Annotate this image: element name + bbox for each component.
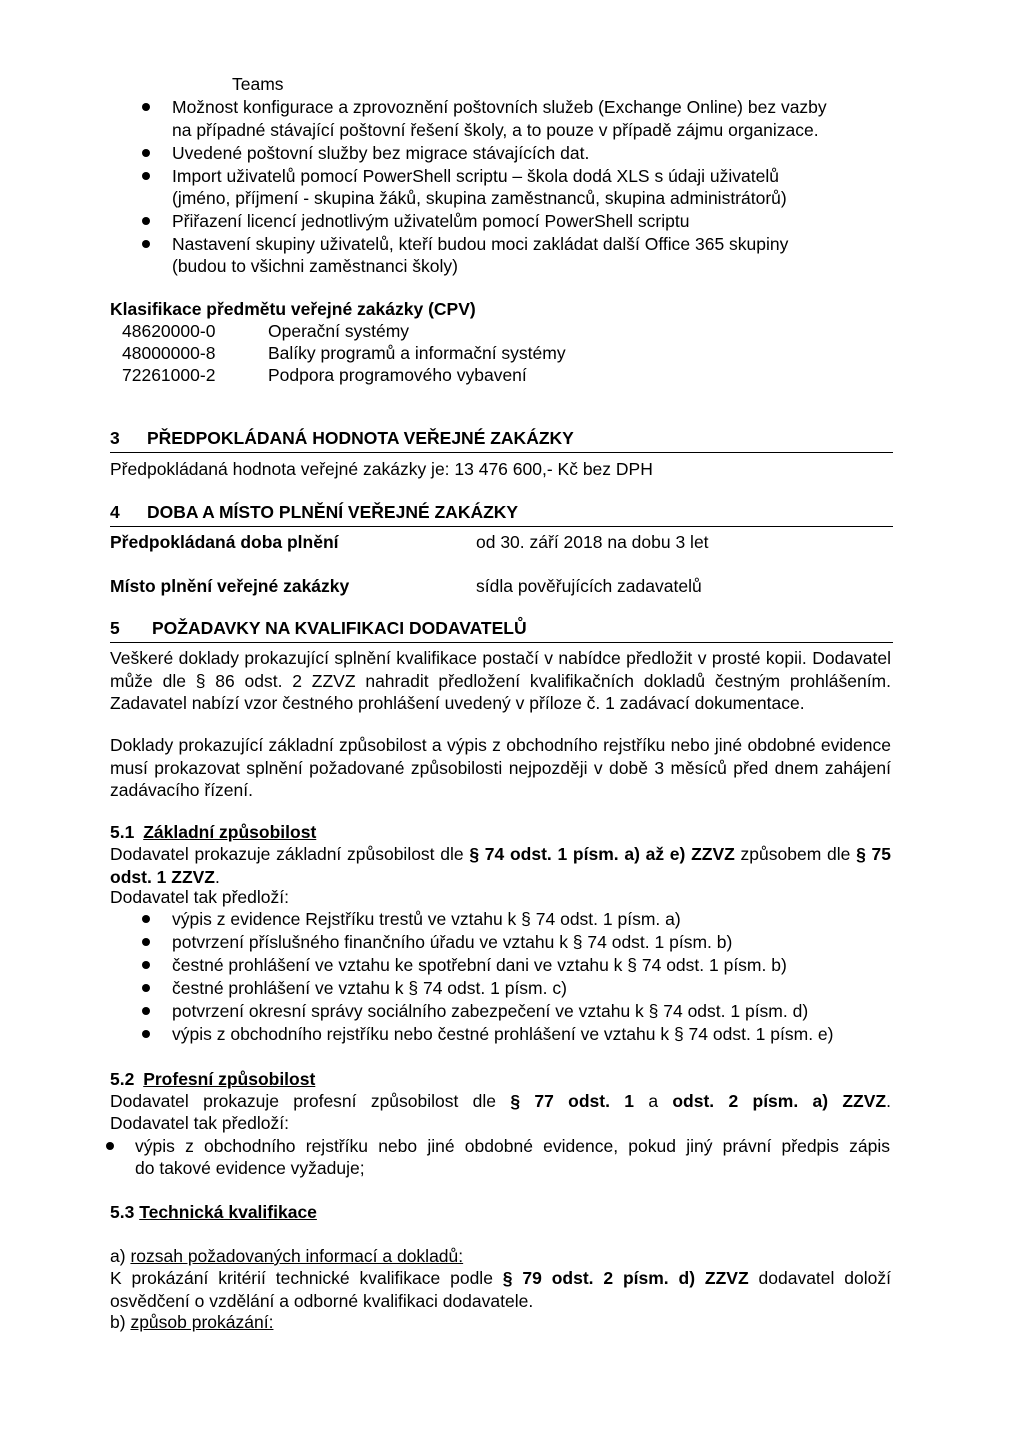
bullet-icon	[142, 172, 150, 180]
legal-reference: § 74 odst. 1 písm. a) až e) ZZVZ	[469, 844, 735, 864]
legal-reference: § 79 odst. 2 písm. d) ZZVZ	[502, 1268, 749, 1288]
section-5-1-bullet-2: potvrzení příslušného finančního úřadu ve vztahu k § 74 odst. 1 písm. b)	[172, 932, 733, 952]
section-5-1-bullet-4: čestné prohlášení ve vztahu k § 74 odst. 1 písm. c)	[172, 978, 567, 998]
teams-continuation: Teams	[232, 74, 284, 94]
duration-label: Předpokládaná doba plnění	[110, 532, 339, 552]
bullet-icon	[142, 240, 150, 248]
text-run: .	[886, 1091, 891, 1111]
text-run: a	[648, 1091, 659, 1111]
text-run: Dodavatel prokazuje profesní způsobilost dle	[110, 1091, 497, 1111]
cpv-code-1: 48620000-0	[122, 321, 216, 341]
section-5-2-lead: Dodavatel tak předloží:	[110, 1113, 289, 1133]
section-5-1-lead: Dodavatel tak předloží:	[110, 887, 289, 907]
section-5-2-paragraph	[110, 1090, 891, 1113]
text-run: .	[215, 866, 220, 887]
section-3-heading	[110, 427, 893, 453]
bullet-icon	[142, 1007, 150, 1015]
place-value: sídla pověřujících zadavatelů	[476, 576, 702, 596]
text-run: Dodavatel prokazuje základní způsobilost dle	[110, 844, 464, 864]
intro-bullet-1-line-1: Možnost konfigurace a zprovoznění poštovních služeb (Exchange Online) bez vazby	[172, 97, 827, 117]
cpv-title: Klasifikace předmětu veřejné zakázky (CPV)	[110, 299, 476, 319]
bullet-icon	[142, 1030, 150, 1038]
section-5-3-paragraph	[110, 1267, 891, 1312]
text-run: K prokázání kritérií technické kvalifikace podle	[110, 1268, 493, 1288]
bullet-icon	[106, 1142, 114, 1150]
intro-bullet-3-line-2: (jméno, příjmení - skupina žáků, skupina zaměstnanců, skupina administrátorů)	[172, 188, 787, 208]
section-5-2-heading	[110, 1068, 315, 1091]
intro-bullet-1-line-2: na případné stávající poštovní řešení školy, a to pouze v případě zájmu organizace.	[172, 120, 819, 140]
duration-value: od 30. září 2018 na dobu 3 let	[476, 532, 709, 552]
section-5-heading	[110, 617, 893, 643]
intro-bullet-2: Uvedené poštovní služby bez migrace stávajících dat.	[172, 143, 590, 163]
section-5-3-heading	[110, 1201, 317, 1224]
section-5-2-bullet-line-1: výpis z obchodního rejstříku nebo jiné obdobné evidence, pokud jiný právní předpis zápis	[135, 1136, 890, 1156]
section-5-1-bullet-6: výpis z obchodního rejstříku nebo čestné prohlášení ve vztahu k § 74 odst. 1 písm. e)	[172, 1024, 834, 1044]
section-5-1-heading	[110, 821, 316, 844]
intro-bullet-3-line-1: Import uživatelů pomocí PowerShell scriptu – škola dodá XLS s údaji uživatelů	[172, 166, 779, 186]
legal-reference: § 77 odst. 1	[510, 1091, 634, 1111]
bullet-icon	[142, 915, 150, 923]
section-4-title: DOBA A MÍSTO PLNĚNÍ VEŘEJNÉ ZAKÁZKY	[147, 502, 519, 522]
bullet-icon	[142, 938, 150, 946]
method-of-proof-item	[110, 1311, 273, 1334]
section-3-title: PŘEDPOKLÁDANÁ HODNOTA VEŘEJNÉ ZAKÁZKY	[147, 428, 574, 448]
bullet-icon	[142, 217, 150, 225]
bullet-icon	[142, 149, 150, 157]
legal-reference: odst. 2 písm. a) ZZVZ	[672, 1091, 887, 1111]
cpv-desc-1: Operační systémy	[268, 321, 410, 341]
section-5-1-bullet-5: potvrzení okresní správy sociálního zabezpečení ve vztahu k § 74 odst. 1 písm. d)	[172, 1001, 809, 1021]
qualification-paragraph-2: Doklady prokazující základní způsobilost a výpis z obchodního rejstříku nebo jiné obdobné evidence musí prokazovat splnění požadované způsobilosti nejpozději v době 3 měsíců před dnem zahájení zadávacího řízení.	[110, 735, 891, 800]
item-prefix: a)	[110, 1246, 126, 1266]
cpv-desc-2: Balíky programů a informační systémy	[268, 343, 566, 363]
intro-bullet-5-line-2: (budou to všichni zaměstnanci školy)	[172, 256, 458, 276]
section-5-number: 5	[110, 618, 120, 638]
section-4-heading	[110, 501, 893, 527]
section-5-2-title: Profesní způsobilost	[143, 1069, 316, 1089]
text-run: způsobem dle	[740, 844, 851, 864]
section-5-3-title: Technická kvalifikace	[139, 1202, 317, 1222]
cpv-code-2: 48000000-8	[122, 343, 216, 363]
section-4-number: 4	[110, 502, 120, 522]
section-5-1-number: 5.1	[110, 822, 135, 842]
place-label: Místo plnění veřejné zakázky	[110, 576, 350, 596]
text-run: dodavatel doloží osvědčení o vzdělání a odborné kvalifikaci dodavatele.	[110, 1268, 891, 1311]
section-5-1-bullet-1: výpis z evidence Rejstříku trestů ve vztahu k § 74 odst. 1 písm. a)	[172, 909, 681, 929]
section-5-3-number: 5.3	[110, 1202, 135, 1222]
section-5-1-paragraph	[110, 843, 891, 888]
section-5-1-title: Základní způsobilost	[143, 822, 317, 842]
section-5-1-bullet-3: čestné prohlášení ve vztahu ke spotřební dani ve vztahu k § 74 odst. 1 písm. b)	[172, 955, 787, 975]
intro-bullet-4: Přiřazení licencí jednotlivým uživatelům pomocí PowerShell scriptu	[172, 211, 690, 231]
scope-of-information-item	[110, 1245, 463, 1268]
method-of-proof-label: způsob prokázání:	[130, 1312, 274, 1332]
estimated-value-text: Předpokládaná hodnota veřejné zakázky je: 13 476 600,- Kč bez DPH	[110, 459, 653, 479]
section-3-number: 3	[110, 428, 120, 448]
section-5-2-bullet-line-2: do takové evidence vyžaduje;	[135, 1158, 365, 1178]
bullet-icon	[142, 103, 150, 111]
bullet-icon	[142, 984, 150, 992]
section-5-2-number: 5.2	[110, 1069, 135, 1089]
qualification-paragraph-1: Veškeré doklady prokazující splnění kvalifikace postačí v nabídce předložit v prosté kopii. Dodavatel může dle § 86 odst. 2 ZZVZ nahradit předložení kvalifikačních dokladů čestným prohlášením. Zadavatel nabízí vzor čestného prohlášení uvedený v příloze č. 1 zadávací dokumentace.	[110, 648, 891, 713]
item-prefix: b)	[110, 1312, 126, 1332]
section-5-title: POŽADAVKY NA KVALIFIKACI DODAVATELŮ	[152, 618, 527, 638]
cpv-desc-3: Podpora programového vybavení	[268, 365, 527, 385]
cpv-code-3: 72261000-2	[122, 365, 216, 385]
bullet-icon	[142, 961, 150, 969]
scope-of-information-label: rozsah požadovaných informací a dokladů:	[130, 1246, 464, 1266]
intro-bullet-5-line-1: Nastavení skupiny uživatelů, kteří budou moci zakládat další Office 365 skupiny	[172, 234, 789, 254]
legal-reference: § 75 odst. 1 ZZVZ	[110, 844, 891, 887]
